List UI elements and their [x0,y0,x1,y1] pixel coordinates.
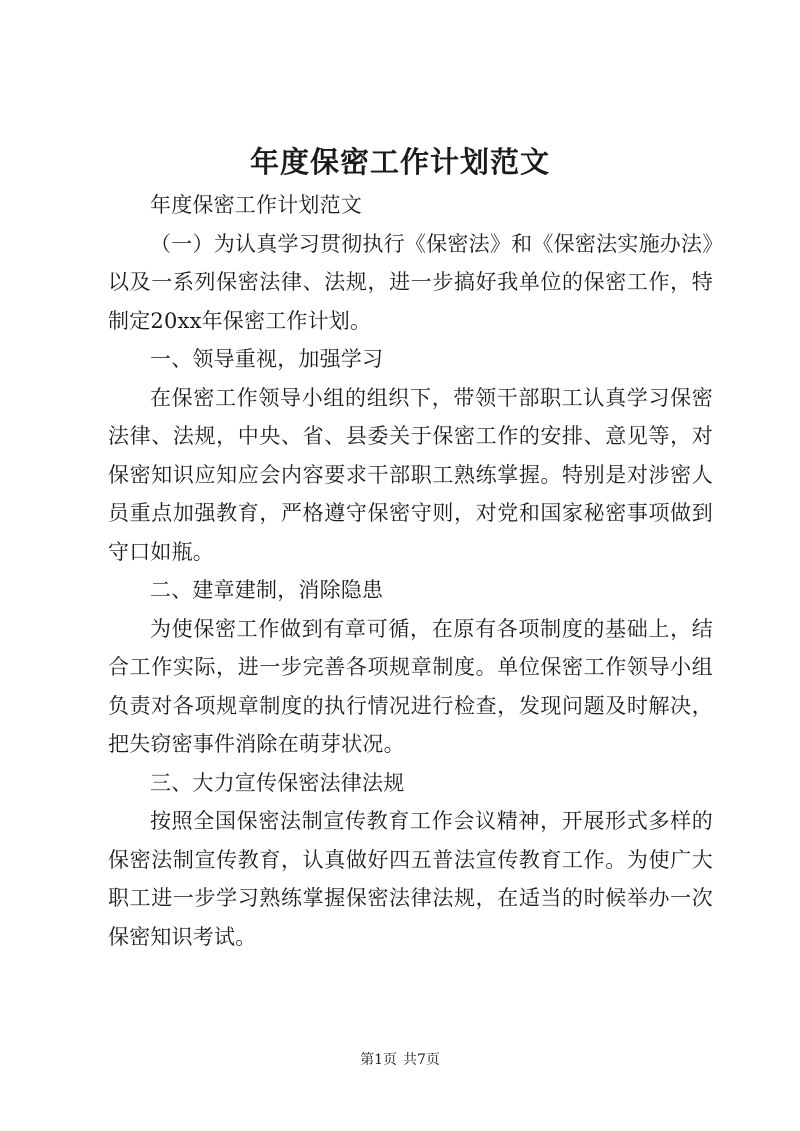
paragraph-subtitle: 年度保密工作计划范文 [150,193,362,217]
paragraph-section-1: 在保密工作领导小组的组织下，带领干部职工认真学习保密法律、法规，中央、省、县委关于保密工作的安排、意见等，对保密知识应知应会内容要求干部职工熟练掌握。特别是对涉密人员重点加强教育，严格遵守保密守则，对党和国家秘密事项做到守口如瓶。 [108,385,713,564]
page-footer [0,1050,800,1070]
paragraph-section-2: 为使保密工作做到有章可循，在原有各项制度的基础上，结合工作实际，进一步完善各项规章制度。单位保密工作领导小组负责对各项规章制度的执行情况进行检查，发现问题及时解决，把失窃密事件消除在萌芽状况。 [108,616,713,756]
section-heading-2: 二、建章建制，消除隐患 [150,578,384,602]
page-total: 共7页 [403,1052,440,1068]
page-number: 第1页 [360,1052,397,1068]
document-title: 年度保密工作计划范文 [249,145,550,179]
paragraph-section-3: 按照全国保密法制宣传教育工作会议精神，开展形式多样的保密法制宣传教育，认真做好四五普法宣传教育工作。为使广大职工进一步学习熟练掌握保密法律法规，在适当的时候举办一次保密知识考试。 [108,809,713,949]
document-body [108,186,713,956]
section-heading-1: 一、领导重视，加强学习 [150,347,384,371]
section-heading-3: 三、大力宣传保密法律法规 [150,770,405,795]
paragraph-intro: （一）为认真学习贯彻执行《保密法》和《保密法实施办法》以及一系列保密法律、法规，进一步搞好我单位的保密工作，特制定20xx年保密工作计划。 [108,231,713,333]
